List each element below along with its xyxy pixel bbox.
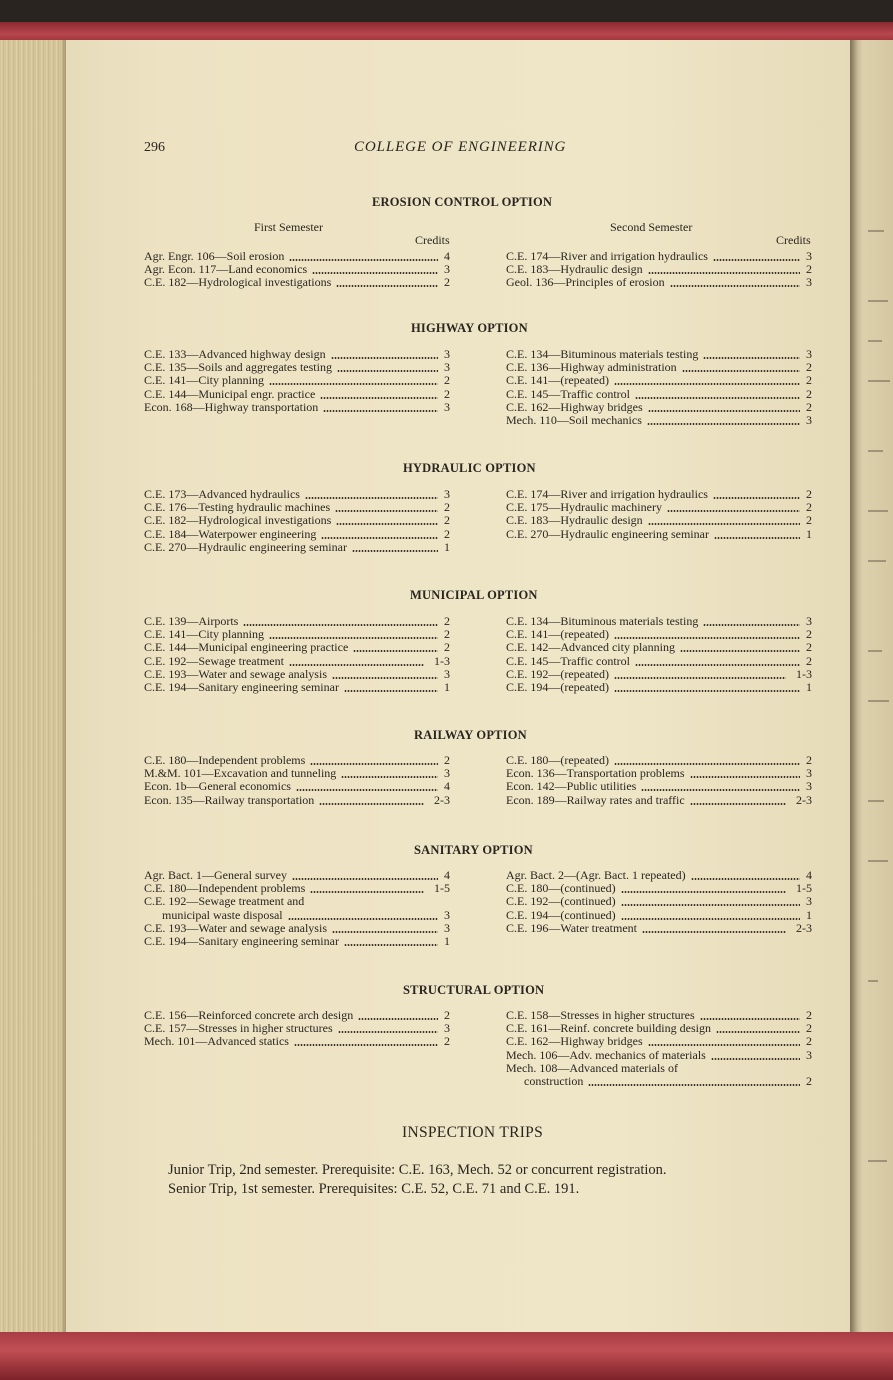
course-credits: 3 [806,894,812,909]
course-line: Econ. 1b—General economics [144,779,291,794]
dot-leader [680,650,800,652]
course-line: C.E. 175—Hydraulic machinery [506,500,662,515]
course-line: C.E. 142—Advanced city planning [506,640,675,655]
first-semester-label: First Semester [254,220,323,234]
inspection-trips-heading: INSPECTION TRIPS [402,1124,544,1141]
course-credits: 3 [806,1047,812,1062]
course-credits: 4 [806,868,812,882]
dot-leader [713,497,800,499]
course-credits: 3 [806,275,812,290]
course-credits: 2 [444,1034,450,1049]
dot-leader [319,803,424,805]
course-line: Geol. 136—Principles of erosion [506,275,665,290]
option-heading: HYDRAULIC OPTION [403,461,536,475]
dot-leader [344,690,438,692]
page-edges-left [0,40,66,1332]
course-line: C.E. 180—Independent problems [144,753,306,767]
course-line: C.E. 162—Highway bridges [506,399,643,414]
dot-leader [648,272,800,274]
course-line: C.E. 192—(continued) [506,894,616,909]
course-credits: 2 [806,753,812,767]
dot-leader [323,410,438,412]
course-credits: 3 [444,666,450,681]
course-credits: 2 [806,640,812,655]
course-line: C.E. 144—Municipal engr. practice [144,386,316,401]
dot-leader [289,259,438,261]
dot-leader [344,944,438,946]
option-heading: HIGHWAY OPTION [411,321,528,335]
course-credits: 1 [444,934,450,948]
dot-leader [310,763,438,765]
dot-leader [338,1031,438,1033]
dot-leader [648,523,800,525]
course-credits: 1 [444,680,450,694]
course-line: Mech. 108—Advanced materials of [506,1060,678,1075]
course-line: C.E. 193—Water and sewage analysis [144,666,327,681]
course-credits: 2 [444,500,450,515]
course-line: C.E. 174—River and irrigation hydraulics [506,487,708,501]
course-credits: 1 [806,680,812,694]
course-line: C.E. 183—Hydraulic design [506,513,643,528]
dot-leader [341,776,438,778]
dot-leader [635,397,800,399]
dot-leader [320,397,438,399]
course-line: C.E. 194—Sanitary engineering seminar [144,934,339,948]
course-credits: 3 [444,347,450,361]
course-credits: 1 [444,539,450,554]
course-line: C.E. 183—Hydraulic design [506,262,643,277]
dot-leader [621,918,800,920]
course-line: C.E. 184—Waterpower engineering [144,526,317,541]
course-line: C.E. 133—Advanced highway design [144,347,326,361]
course-credits: 1 [806,526,812,541]
option-heading: STRUCTURAL OPTION [403,983,545,997]
option-heading: EROSION CONTROL OPTION [372,195,553,209]
dot-leader [294,1044,438,1046]
course-credits: 2 [444,275,450,290]
dot-leader [703,357,800,359]
course-line: C.E. 270—Hydraulic engineering seminar [506,526,709,541]
course-line: C.E. 145—Traffic control [506,653,630,668]
course-credits: 2 [806,1074,812,1088]
course-credits: 2 [444,513,450,528]
dot-leader [667,510,800,512]
course-line: C.E. 194—(continued) [506,907,616,922]
dot-leader [588,1084,800,1086]
course-credits: 3 [444,487,450,501]
course-credits: 3 [806,779,812,794]
course-credits: 1 [806,907,812,922]
dot-leader [670,285,800,287]
dot-leader [642,931,786,933]
dot-leader [269,637,438,639]
course-line: C.E. 192—Sewage treatment [144,653,284,668]
course-line: C.E. 134—Bituminous materials testing [506,347,699,361]
course-credits: 2 [806,1021,812,1036]
dot-leader [332,931,438,933]
course-line: M.&M. 101—Excavation and tunneling [144,766,337,781]
course-line: C.E. 173—Advanced hydraulics [144,487,300,501]
course-line: Mech. 106—Adv. mechanics of materials [506,1047,706,1062]
course-credits: 1-3 [796,666,812,681]
course-credits: 2 [806,386,812,401]
dot-leader [621,904,800,906]
course-line: C.E. 145—Traffic control [506,386,630,401]
course-credits: 3 [806,766,812,781]
dot-leader [296,789,438,791]
course-credits: 2 [444,373,450,388]
dot-leader [337,370,438,372]
course-credits: 2 [444,1008,450,1022]
course-credits: 2-3 [796,920,812,935]
course-credits: 2 [444,640,450,655]
dot-leader [635,664,800,666]
course-line: C.E. 135—Soils and aggregates testing [144,360,332,375]
course-credits: 3 [806,347,812,361]
dot-leader [621,891,786,893]
course-line: Econ. 136—Transportation problems [506,766,685,781]
course-line: construction [524,1074,584,1088]
dot-leader [358,1018,438,1020]
course-credits: 2 [806,360,812,375]
dot-leader [289,664,424,666]
course-credits: 2 [806,653,812,668]
dot-leader [711,1058,800,1060]
dot-leader [648,410,800,412]
dot-leader [614,690,800,692]
course-credits: 2 [806,513,812,528]
course-line: Mech. 110—Soil mechanics [506,413,642,427]
course-line: Econ. 189—Railway rates and traffic [506,792,685,807]
dot-leader [352,550,438,552]
dot-leader [332,677,438,679]
dot-leader [331,357,438,359]
course-line: Econ. 142—Public utilities [506,779,637,794]
course-credits: 3 [806,614,812,628]
course-credits: 3 [444,360,450,375]
credits-label: Credits [776,233,811,247]
senior-trip-text: Senior Trip, 1st semester. Prerequisites: C.E. 52, C.E. 71 and C.E. 191. [168,1181,580,1197]
running-head: COLLEGE OF ENGINEERING [354,139,567,155]
course-credits: 3 [806,249,812,263]
course-credits: 3 [806,413,812,427]
course-credits: 2 [806,262,812,277]
course-credits: 2 [806,373,812,388]
course-credits: 2 [444,386,450,401]
dot-leader [614,763,800,765]
course-line: Agr. Engr. 106—Soil erosion [144,249,285,263]
dot-leader [269,383,438,385]
page-number: 296 [144,140,165,155]
dot-leader [243,624,438,626]
course-credits: 2-3 [796,792,812,807]
course-credits: 3 [444,399,450,414]
dot-leader [703,624,800,626]
second-semester-label: Second Semester [610,220,693,234]
course-credits: 3 [444,766,450,781]
course-line: Agr. Econ. 117—Land economics [144,262,308,277]
course-line: C.E. 194—Sanitary engineering seminar [144,680,339,694]
course-line: Econ. 135—Railway transportation [144,792,315,807]
dot-leader [336,285,438,287]
course-credits: 1-5 [796,881,812,896]
course-credits: 2 [806,1008,812,1022]
option-heading: RAILWAY OPTION [414,728,527,742]
dot-leader [310,891,424,893]
course-credits: 1-5 [434,881,450,896]
course-credits: 3 [444,907,450,922]
dot-leader [714,537,800,539]
course-credits: 3 [444,920,450,935]
option-heading: SANITARY OPTION [414,843,533,857]
dot-leader [353,650,438,652]
course-line: C.E. 194—(repeated) [506,680,609,694]
dot-leader [335,510,438,512]
course-credits: 1-3 [434,653,450,668]
course-line: C.E. 141—City planning [144,627,264,642]
course-line: C.E. 158—Stresses in higher structures [506,1008,695,1022]
course-credits: 2 [806,1034,812,1049]
dot-leader [682,370,800,372]
course-line: C.E. 182—Hydrological investigations [144,513,332,528]
course-line: C.E. 193—Water and sewage analysis [144,920,327,935]
course-line: C.E. 180—Independent problems [144,881,306,896]
course-line: C.E. 182—Hydrological investigations [144,275,332,290]
book-binding-bottom [0,1330,893,1380]
course-line: C.E. 141—(repeated) [506,627,609,642]
dot-leader [614,383,800,385]
dot-leader [690,803,786,805]
course-credits: 2-3 [434,792,450,807]
course-line: Mech. 101—Advanced statics [144,1034,289,1049]
course-line: C.E. 141—(repeated) [506,373,609,388]
junior-trip-text: Junior Trip, 2nd semester. Prerequisite: C.E. 163, Mech. 52 or concurrent registration. [168,1162,667,1178]
dot-leader [288,918,438,920]
dot-leader [700,1018,800,1020]
option-heading: MUNICIPAL OPTION [410,588,538,602]
course-line: C.E. 270—Hydraulic engineering seminar [144,539,347,554]
course-line: C.E. 162—Highway bridges [506,1034,643,1049]
course-line: C.E. 134—Bituminous materials testing [506,614,699,628]
course-line: C.E. 196—Water treatment [506,920,637,935]
dot-leader [292,878,438,880]
course-line: C.E. 144—Municipal engineering practice [144,640,349,655]
course-credits: 4 [444,779,450,794]
dot-leader [336,523,438,525]
credits-label: Credits [415,233,450,247]
dot-leader [647,423,800,425]
course-line: C.E. 176—Testing hydraulic machines [144,500,331,515]
course-credits: 2 [444,627,450,642]
dot-leader [614,637,800,639]
course-credits: 2 [806,627,812,642]
course-line: Agr. Bact. 2—(Agr. Bact. 1 repeated) [506,868,686,882]
course-credits: 3 [444,1021,450,1036]
course-line: C.E. 161—Reinf. concrete building design [506,1021,711,1036]
course-line: Agr. Bact. 1—General survey [144,868,287,882]
dot-leader [305,497,438,499]
dot-leader [321,537,438,539]
course-credits: 3 [444,262,450,277]
course-line: C.E. 174—River and irrigation hydraulics [506,249,708,263]
course-line: Econ. 168—Highway transportation [144,399,319,414]
dot-leader [648,1044,800,1046]
dot-leader [691,878,800,880]
course-credits: 2 [444,526,450,541]
dot-leader [641,789,800,791]
dot-leader [713,259,800,261]
course-credits: 4 [444,868,450,882]
facing-page-edge [850,40,893,1332]
course-line: C.E. 139—Airports [144,614,239,628]
course-line: C.E. 136—Highway administration [506,360,677,375]
book-binding-top [0,22,893,42]
course-line: C.E. 192—(repeated) [506,666,609,681]
course-credits: 2 [444,614,450,628]
course-credits: 2 [444,753,450,767]
course-line: C.E. 156—Reinforced concrete arch design [144,1008,354,1022]
dot-leader [716,1031,800,1033]
course-line: C.E. 180—(continued) [506,881,616,896]
course-credits: 2 [806,487,812,501]
course-line: C.E. 180—(repeated) [506,753,609,767]
course-line: C.E. 141—City planning [144,373,264,388]
course-line: municipal waste disposal [162,907,283,922]
course-credits: 2 [806,399,812,414]
dot-leader [614,677,786,679]
course-line: C.E. 157—Stresses in higher structures [144,1021,333,1036]
dot-leader [690,776,800,778]
dot-leader [312,272,438,274]
course-line: C.E. 192—Sewage treatment and [144,894,305,909]
course-credits: 2 [806,500,812,515]
course-credits: 4 [444,249,450,263]
